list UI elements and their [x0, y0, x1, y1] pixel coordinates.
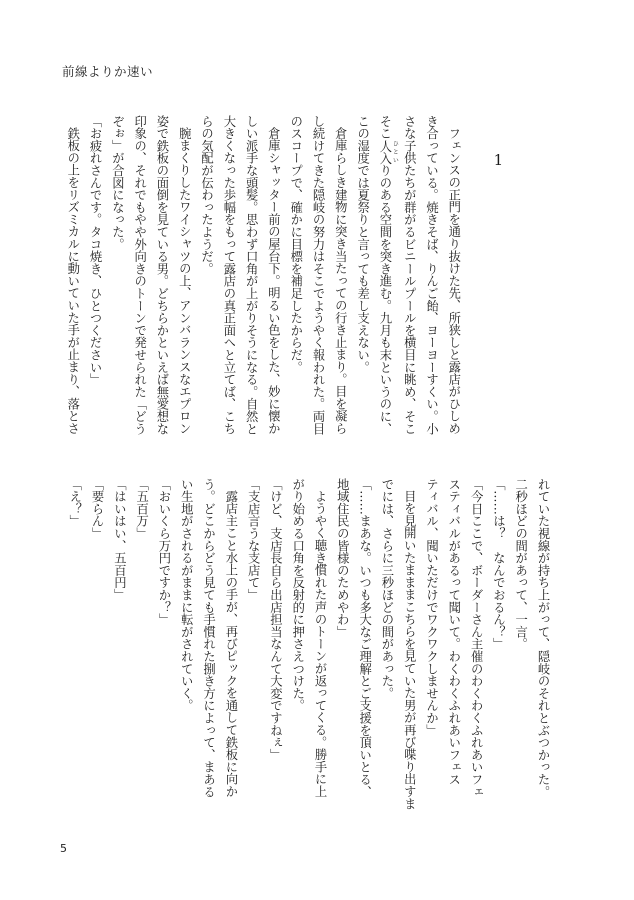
text-line: らの気配が伝わったようだ。: [199, 115, 214, 275]
text-line: のスコープで、確かに目標を補足したからだ。: [288, 115, 303, 374]
text-line: 「……は？ なんでおるん？」: [491, 478, 506, 651]
text-line: き合っている。焼きそば、りんご飴、ヨーヨーすくい。小: [424, 115, 439, 435]
text-line: い生地がされるがままに転がされていく。: [179, 478, 194, 712]
text-line: 「お疲れさんです。タコ焼き、ひとつください」: [88, 115, 103, 386]
text-line: 腕まくりしたワイシャツの上、アンバランスなエプロン: [177, 127, 192, 435]
ruby-base: 人入: [377, 139, 392, 165]
page-number: 5: [60, 842, 67, 855]
text-line: 目を見開いたまままこちらを見ていた男が再び喋り出すま: [402, 490, 417, 811]
text-line: う。どこからどう見ても手慣れた捌き方によって、まある: [201, 478, 216, 798]
text-line: し続けてきた隠岐の努力はそこでようやく報われた。両目: [311, 115, 326, 435]
lower-text-block: [63, 478, 554, 810]
text-line: 露店主こと水上の手が、再びピックを通して鉄板に向か: [223, 490, 238, 798]
text-line: 「けど、支店長自ら出店担当なんて大変ですねぇ」: [268, 478, 283, 761]
text-line: この湿度では夏祭りと言っても差し支えない。: [355, 115, 370, 374]
text-line: 倉庫らしき建物に突き当たっての行き止まり。目を凝ら: [333, 127, 348, 435]
ruby-reading: ひとい: [391, 139, 399, 165]
text-line: 「え？」: [67, 478, 82, 528]
text-line: ティバル、聞いただけでワクワクしませんか」: [424, 478, 439, 737]
text-line: 姿で鉄板の面倒を見ている男。どちらかといえば無愛想な: [154, 115, 169, 435]
text-line: ぞぉ」が合図になった。: [110, 115, 125, 251]
text-line: [374, 115, 398, 435]
text-line: でには、さらに三秒ほどの間があった。: [379, 478, 394, 700]
text-line: ようやく聴き慣れた声のトーンが返ってくる。勝手に上: [313, 490, 328, 798]
text-line: 「支店言うな支店て」: [246, 478, 261, 601]
text-line: 「五百万」: [134, 478, 149, 540]
text-line: 「はいはい、五百円」: [112, 478, 127, 601]
text-line: しい派手な頭髪。思わず口角が上がりそうになる。自然と: [244, 115, 259, 435]
ruby-annotated-word: [377, 139, 399, 165]
text-line: 二秒ほどの間があって、一言。: [513, 478, 528, 651]
text-segment: りのある空間を突き進む。九月も末というのに、: [377, 164, 392, 435]
text-line: 大きくなった歩幅をもって露店の真正面へと立てば、こち: [221, 115, 236, 435]
upper-text-block: [61, 115, 554, 435]
text-line: 「……まあな。いつも多大なご理解とご支援を頂いとる、: [357, 478, 372, 798]
text-line: 倉庫シャッター前の屋台下。明るい色をした、妙に懐か: [266, 127, 281, 435]
text-segment: そこ: [377, 115, 392, 140]
text-line: 「要らん」: [90, 478, 105, 540]
chapter-number: 1: [489, 151, 508, 169]
text-line: れていた視線が持ち上がって、隠岐のそれとぶつかった。: [536, 478, 550, 798]
text-line: 印象の、それでもやや外向きのトーンで発せられた「どう: [132, 115, 147, 435]
text-line: 「今日ここで、ボーダーさん主催のわくわくふれあいフェ: [469, 478, 484, 798]
text-line: フェンスの正門を通り抜けた先、所狭しと露店がひしめ: [446, 127, 461, 435]
running-header: 前線よりか速い: [62, 64, 154, 79]
text-line: がり始める口角を反射的に押さえつけた。: [290, 478, 305, 712]
text-line: 「おいくら万円ですか？」: [156, 478, 171, 626]
text-line: 鉄板の上をリズミカルに動いていた手が止まり、落とさ: [65, 127, 80, 435]
text-line: 地域住民の皆様のためやわ」: [335, 478, 350, 638]
text-line: スティバルがあるって聞いて。わくわくふれあいフェス: [446, 478, 461, 786]
text-line: さな子供たちが群がるビニールプールを横目に眺め、そこ: [402, 115, 417, 435]
